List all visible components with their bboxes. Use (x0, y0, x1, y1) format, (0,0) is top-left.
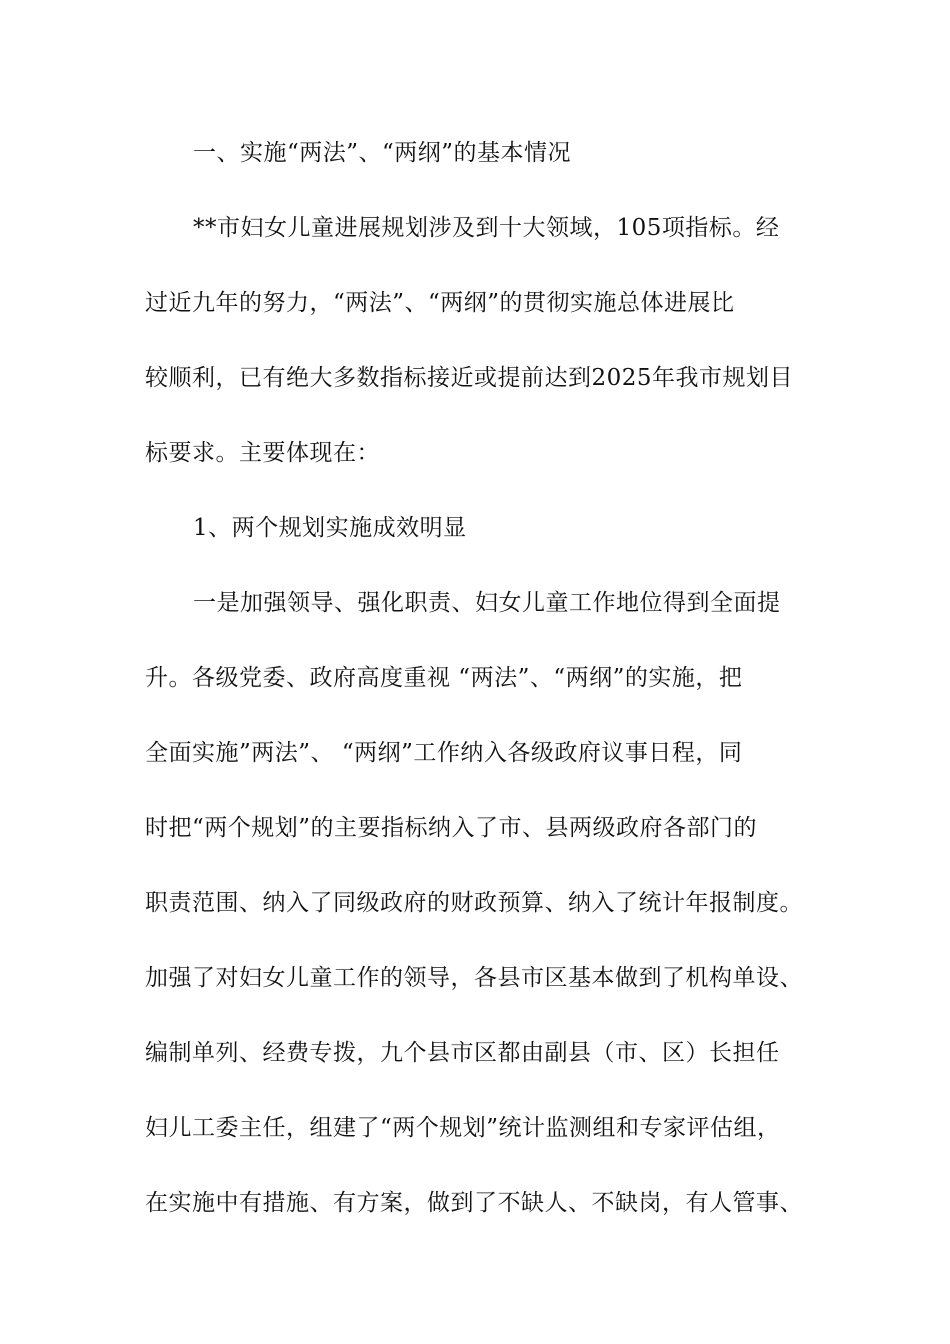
paragraph-line: 升。各级党委、政府高度重视 “两法”、“两纲”的实施，把 (145, 665, 743, 691)
paragraph-line: 编制单列、经费专拨，九个县市区都由副县（市、区）长担任 (145, 1040, 780, 1066)
paragraph-line: 妇儿工委主任，组建了“两个规划”统计监测组和专家评估组， (145, 1115, 781, 1141)
paragraph-line: 过近九年的努力，“两法”、“两纲”的贯彻实施总体进展比 (145, 290, 735, 316)
paragraph-line: 加强了对妇女儿童工作的领导，各县市区基本做到了机构单设、 (145, 965, 803, 991)
paragraph-line: 全面实施”两法”、 “两纲”工作纳入各级政府议事日程，同 (145, 740, 743, 766)
paragraph-line: 在实施中有措施、有方案，做到了不缺人、不缺岗，有人管事、 (145, 1190, 803, 1216)
paragraph-line: 职责范围、纳入了同级政府的财政预算、纳入了统计年报制度。 (145, 890, 803, 916)
paragraph-line: 一是加强领导、强化职责、妇女儿童工作地位得到全面提 (193, 590, 781, 616)
paragraph-line: **市妇女儿童进展规划涉及到十大领域，105项指标。经 (193, 215, 780, 241)
subsection-heading: 1、两个规划实施成效明显 (193, 515, 467, 541)
section-heading: 一、实施“两法”、“两纲”的基本情况 (193, 140, 572, 166)
paragraph-line: 标要求。主要体现在： (145, 440, 380, 466)
paragraph-line: 时把“两个规划”的主要指标纳入了市、县两级政府各部门的 (145, 815, 758, 841)
paragraph-line: 较顺利，已有绝大多数指标接近或提前达到2025年我市规划目 (145, 365, 794, 391)
